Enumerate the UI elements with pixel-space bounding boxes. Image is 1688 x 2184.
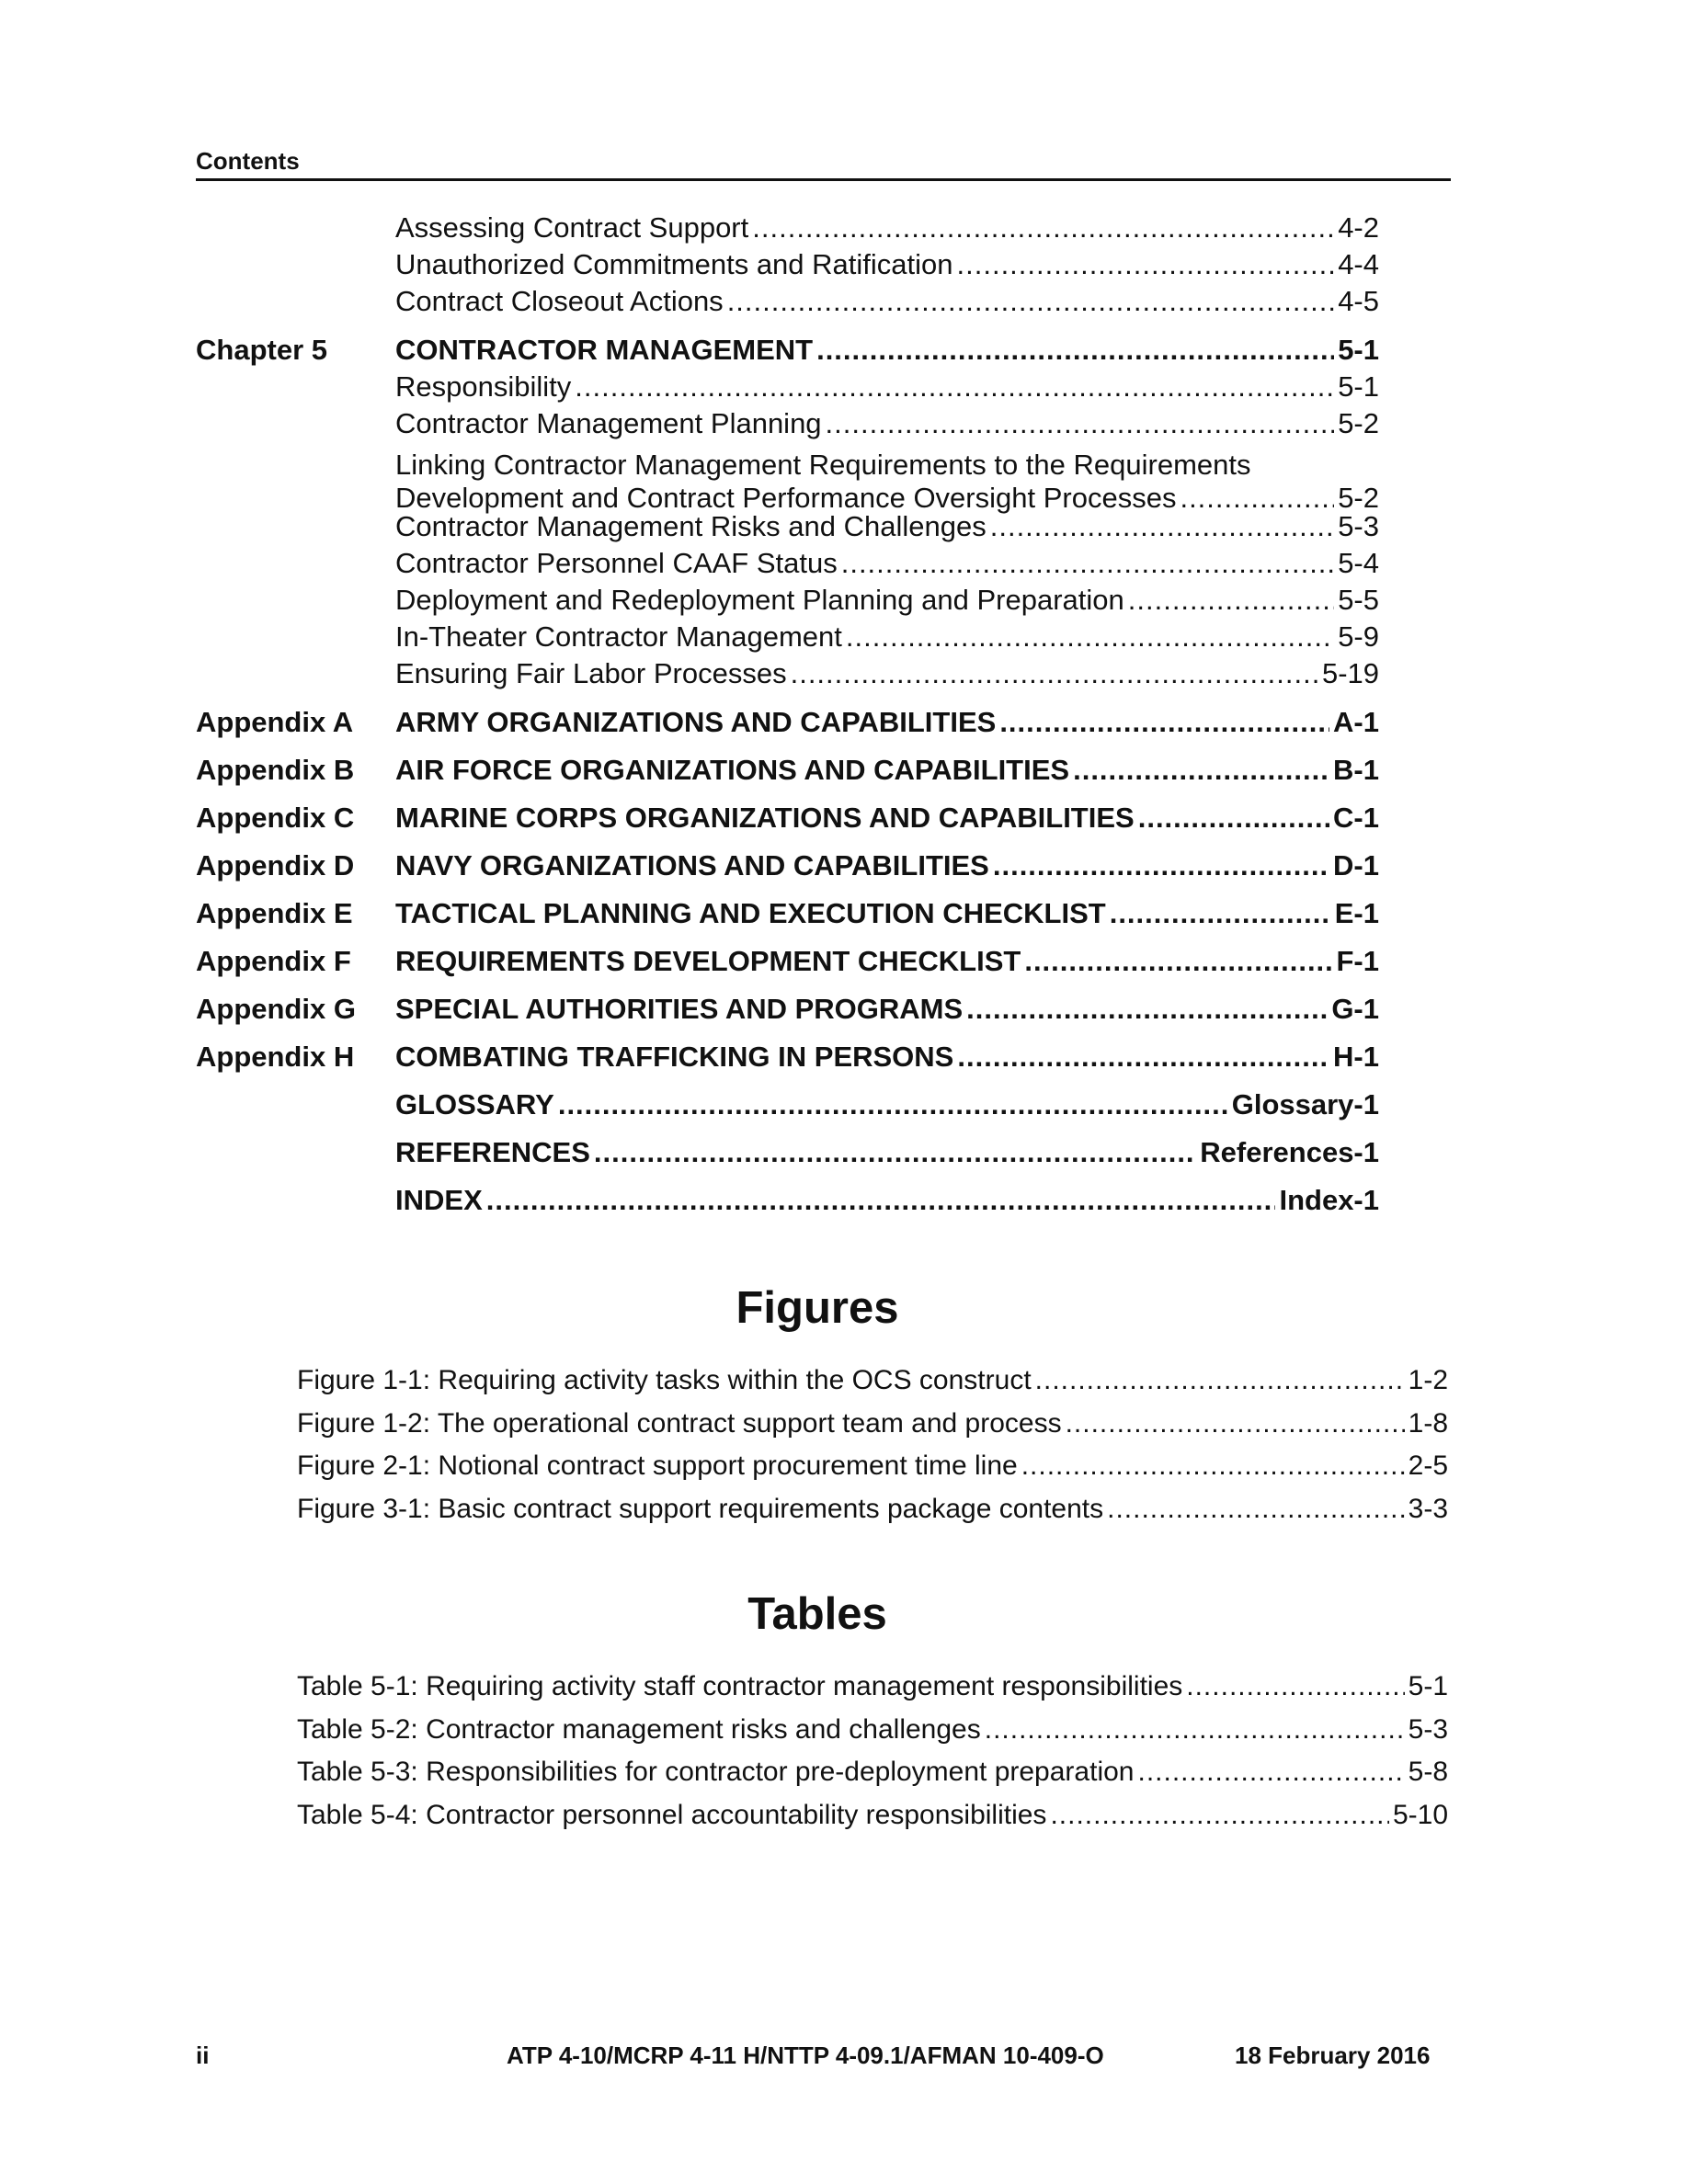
toc-entry[interactable] bbox=[196, 754, 1379, 787]
figure-entry-page: 3-3 bbox=[1408, 1493, 1448, 1524]
dot-leader bbox=[1137, 1757, 1404, 1788]
dot-leader bbox=[1128, 584, 1334, 617]
toc-entry-title: Assessing Contract Support bbox=[395, 211, 749, 244]
dot-leader bbox=[1035, 1365, 1405, 1396]
toc-entry-title: ARMY ORGANIZATIONS AND CAPABILITIES bbox=[395, 706, 997, 738]
toc-entry-title: COMBATING TRAFFICKING IN PERSONS bbox=[395, 1041, 954, 1073]
toc-entry-title: Contract Closeout Actions bbox=[395, 285, 724, 317]
toc-entry[interactable] bbox=[196, 620, 1379, 654]
toc-entry-title: GLOSSARY bbox=[395, 1088, 554, 1120]
table-entry-title: Table 5-2: Contractor management risks and challenges bbox=[297, 1713, 981, 1745]
dot-leader bbox=[486, 1184, 1276, 1217]
toc-entry-page: 5-2 bbox=[1338, 407, 1379, 439]
toc-entry-page: G-1 bbox=[1331, 993, 1379, 1025]
toc-entry[interactable] bbox=[196, 510, 1379, 543]
toc-entry[interactable] bbox=[196, 285, 1379, 318]
toc-entry-title: Contractor Management Planning bbox=[395, 407, 822, 439]
figures-heading: Figures bbox=[736, 1283, 899, 1333]
toc-entry-title: INDEX bbox=[395, 1184, 483, 1216]
table-entry[interactable] bbox=[297, 1757, 1448, 1788]
dot-leader bbox=[791, 657, 1318, 690]
toc-entry-title: CONTRACTOR MANAGEMENT bbox=[395, 334, 814, 366]
toc-entry-title: Deployment and Redeployment Planning and Preparation bbox=[395, 584, 1124, 616]
toc-entry-page: Glossary-1 bbox=[1231, 1088, 1379, 1120]
toc-entry[interactable] bbox=[196, 1041, 1379, 1074]
toc-entry-page: H-1 bbox=[1333, 1041, 1379, 1073]
figure-entry[interactable] bbox=[297, 1494, 1448, 1525]
toc-entry-page: 5-4 bbox=[1338, 547, 1379, 579]
toc-entry-page: 4-5 bbox=[1338, 285, 1379, 317]
figure-entry-page: 1-8 bbox=[1408, 1407, 1448, 1439]
dot-leader bbox=[1066, 1408, 1405, 1439]
figure-entry-page: 1-2 bbox=[1408, 1365, 1448, 1395]
toc-entry[interactable] bbox=[196, 802, 1379, 835]
toc-entry-page: 5-3 bbox=[1338, 510, 1379, 542]
table-entry[interactable] bbox=[297, 1800, 1448, 1831]
dot-leader bbox=[752, 211, 1334, 245]
toc-entry-label: Appendix H bbox=[196, 1041, 355, 1073]
dot-leader bbox=[1110, 897, 1331, 930]
dot-leader bbox=[990, 510, 1334, 543]
dot-leader bbox=[957, 248, 1335, 281]
dot-leader bbox=[1050, 1800, 1389, 1831]
toc-entry-title: Ensuring Fair Labor Processes bbox=[395, 657, 787, 689]
footer-page-number: ii bbox=[196, 2042, 210, 2069]
dot-leader bbox=[727, 285, 1335, 318]
table-entry-title: Table 5-3: Responsibilities for contractor pre-deployment preparation bbox=[297, 1757, 1135, 1787]
table-entry-title: Table 5-1: Requiring activity staff contractor management responsibilities bbox=[297, 1671, 1183, 1701]
toc-entry-page: 4-4 bbox=[1338, 248, 1379, 280]
toc-entry-title: SPECIAL AUTHORITIES AND PROGRAMS bbox=[395, 993, 964, 1025]
toc-entry-page: 4-2 bbox=[1338, 211, 1379, 244]
dot-leader bbox=[1186, 1671, 1404, 1702]
toc-entry-page: A-1 bbox=[1333, 706, 1379, 738]
figure-entry-title: Figure 1-1: Requiring activity tasks within the OCS construct bbox=[297, 1365, 1032, 1395]
table-entry-page: 5-3 bbox=[1408, 1713, 1448, 1745]
toc-entry[interactable] bbox=[196, 547, 1379, 580]
dot-leader bbox=[558, 1088, 1228, 1121]
toc-entry[interactable] bbox=[196, 334, 1379, 367]
toc-entry-label: Appendix E bbox=[196, 897, 353, 929]
toc-entry[interactable] bbox=[196, 248, 1379, 281]
toc-entry-title: REFERENCES bbox=[395, 1136, 590, 1168]
figure-entry-title: Figure 3-1: Basic contract support requirements package contents bbox=[297, 1493, 1104, 1524]
dot-leader bbox=[846, 620, 1334, 654]
dot-leader bbox=[575, 370, 1334, 404]
toc-entry-title: Development and Contract Performance Oversight Processes bbox=[395, 482, 1177, 514]
running-head: Contents bbox=[196, 147, 1451, 181]
dot-leader bbox=[826, 407, 1335, 440]
toc-entry-page: References-1 bbox=[1200, 1136, 1379, 1168]
toc-entry-label: Appendix A bbox=[196, 706, 354, 738]
toc-entry-title: Unauthorized Commitments and Ratification bbox=[395, 248, 953, 280]
toc-entry-title: In-Theater Contractor Management bbox=[395, 620, 842, 653]
toc-entry-title: TACTICAL PLANNING AND EXECUTION CHECKLIST bbox=[395, 897, 1106, 929]
dot-leader bbox=[1073, 754, 1329, 787]
toc-entry-title: Responsibility bbox=[395, 370, 572, 403]
dot-leader bbox=[1024, 945, 1332, 978]
dot-leader bbox=[816, 334, 1334, 367]
figure-entry[interactable] bbox=[297, 1450, 1448, 1482]
toc-entry[interactable] bbox=[196, 993, 1379, 1026]
figure-entry[interactable] bbox=[297, 1408, 1448, 1439]
toc-entry-page: B-1 bbox=[1333, 754, 1379, 786]
toc-entry-label: Chapter 5 bbox=[196, 334, 327, 366]
toc-entry[interactable] bbox=[196, 657, 1379, 690]
toc-entry-label: Appendix G bbox=[196, 993, 356, 1025]
toc-entry-title: NAVY ORGANIZATIONS AND CAPABILITIES bbox=[395, 849, 989, 882]
table-entry-title: Table 5-4: Contractor personnel accountability responsibilities bbox=[297, 1799, 1047, 1830]
toc-entry-title: AIR FORCE ORGANIZATIONS AND CAPABILITIES bbox=[395, 754, 1070, 786]
dot-leader bbox=[1107, 1494, 1405, 1525]
dot-leader bbox=[957, 1041, 1329, 1074]
dot-leader bbox=[966, 993, 1328, 1026]
table-entry[interactable] bbox=[297, 1714, 1448, 1746]
table-entry[interactable] bbox=[297, 1671, 1448, 1702]
table-entry-page: 5-8 bbox=[1408, 1757, 1448, 1787]
figure-entry-page: 2-5 bbox=[1408, 1450, 1448, 1481]
dot-leader bbox=[841, 547, 1334, 580]
toc-entry-page: 5-5 bbox=[1338, 584, 1379, 616]
toc-entry-title: Contractor Personnel CAAF Status bbox=[395, 547, 838, 579]
toc-entry[interactable] bbox=[196, 1184, 1379, 1217]
footer-publication: ATP 4-10/MCRP 4-11 H/NTTP 4-09.1/AFMAN 10-409-O bbox=[507, 2042, 1104, 2069]
figure-entry[interactable] bbox=[297, 1365, 1448, 1396]
toc-entry-page: D-1 bbox=[1333, 849, 1379, 882]
toc-entry-label: Appendix D bbox=[196, 849, 355, 882]
toc-entry-page: Index-1 bbox=[1279, 1184, 1379, 1216]
toc-entry[interactable] bbox=[196, 584, 1379, 617]
toc-entry-label: Appendix F bbox=[196, 945, 351, 977]
tables-heading: Tables bbox=[747, 1589, 887, 1639]
dot-leader bbox=[594, 1136, 1196, 1169]
toc-entry[interactable] bbox=[196, 706, 1379, 739]
toc-entry[interactable] bbox=[196, 211, 1379, 245]
toc-entry-page: 5-1 bbox=[1338, 370, 1379, 403]
dot-leader bbox=[985, 1714, 1405, 1746]
toc-entry[interactable] bbox=[196, 945, 1379, 978]
toc-entry-title: Contractor Management Risks and Challenges bbox=[395, 510, 987, 542]
table-entry-page: 5-10 bbox=[1392, 1799, 1448, 1830]
dot-leader bbox=[993, 849, 1329, 882]
toc-entry[interactable] bbox=[196, 1088, 1379, 1121]
toc-entry[interactable] bbox=[196, 449, 1379, 515]
footer-date: 18 February 2016 bbox=[1235, 2042, 1431, 2069]
toc-entry-title: REQUIREMENTS DEVELOPMENT CHECKLIST bbox=[395, 945, 1021, 977]
toc-entry[interactable] bbox=[196, 849, 1379, 882]
toc-entry[interactable] bbox=[196, 370, 1379, 404]
toc-entry-page: 5-1 bbox=[1338, 334, 1379, 366]
toc-entry[interactable] bbox=[196, 1136, 1379, 1169]
toc-entry-page: 5-9 bbox=[1338, 620, 1379, 653]
toc-entry-page: 5-2 bbox=[1338, 482, 1379, 514]
dot-leader bbox=[1138, 802, 1329, 835]
figure-entry-title: Figure 1-2: The operational contract support team and process bbox=[297, 1407, 1062, 1439]
toc-entry-title-line: Linking Contractor Management Requirements to the Requirements bbox=[395, 449, 1251, 481]
dot-leader bbox=[999, 706, 1329, 739]
toc-entry-title: MARINE CORPS ORGANIZATIONS AND CAPABILITIES bbox=[395, 802, 1135, 834]
toc-entry-label: Appendix C bbox=[196, 802, 355, 834]
dot-leader bbox=[1021, 1450, 1405, 1482]
toc-entry-page: C-1 bbox=[1333, 802, 1379, 834]
toc-entry[interactable] bbox=[196, 407, 1379, 440]
toc-entry-page: E-1 bbox=[1334, 897, 1379, 929]
figure-entry-title: Figure 2-1: Notional contract support procurement time line bbox=[297, 1450, 1018, 1481]
table-entry-page: 5-1 bbox=[1408, 1671, 1448, 1701]
toc-entry-page: 5-19 bbox=[1321, 657, 1379, 689]
toc-entry-page: F-1 bbox=[1336, 945, 1379, 977]
toc-entry[interactable] bbox=[196, 897, 1379, 930]
toc-entry-label: Appendix B bbox=[196, 754, 355, 786]
